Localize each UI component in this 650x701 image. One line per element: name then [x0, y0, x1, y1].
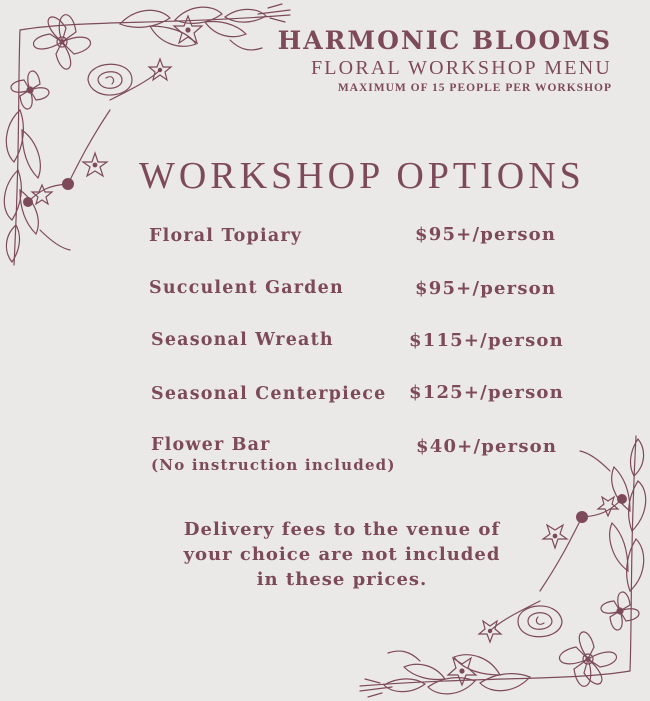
menu-subtitle: FLORAL WORKSHOP MENU — [310, 57, 612, 79]
delivery-note-line: in these prices. — [256, 569, 428, 590]
brand-name: HARMONIC BLOOMS — [277, 26, 612, 55]
workshop-price: $115+/person — [409, 330, 564, 351]
workshop-name: Flower Bar — [151, 435, 271, 455]
delivery-note-line: your choice are not included — [183, 544, 501, 565]
workshop-price: $95+/person — [415, 278, 557, 299]
workshop-name: Seasonal Wreath — [151, 330, 334, 350]
workshop-name: Succulent Garden — [149, 278, 344, 298]
workshop-name: Seasonal Centerpiece — [151, 384, 387, 404]
workshop-name: Floral Topiary — [149, 226, 303, 246]
section-title: WORKSHOP OPTIONS — [139, 155, 585, 197]
workshop-price: $95+/person — [415, 224, 557, 245]
header — [278, 26, 612, 96]
workshop-price: $125+/person — [409, 382, 564, 403]
delivery-note-line: Delivery fees to the venue of — [183, 519, 501, 540]
capacity-note: MAXIMUM OF 15 PEOPLE PER WORKSHOP — [337, 82, 612, 94]
delivery-note — [170, 517, 514, 592]
workshop-price: $40+/person — [416, 436, 558, 457]
workshop-note: (No instruction included) — [151, 456, 396, 474]
